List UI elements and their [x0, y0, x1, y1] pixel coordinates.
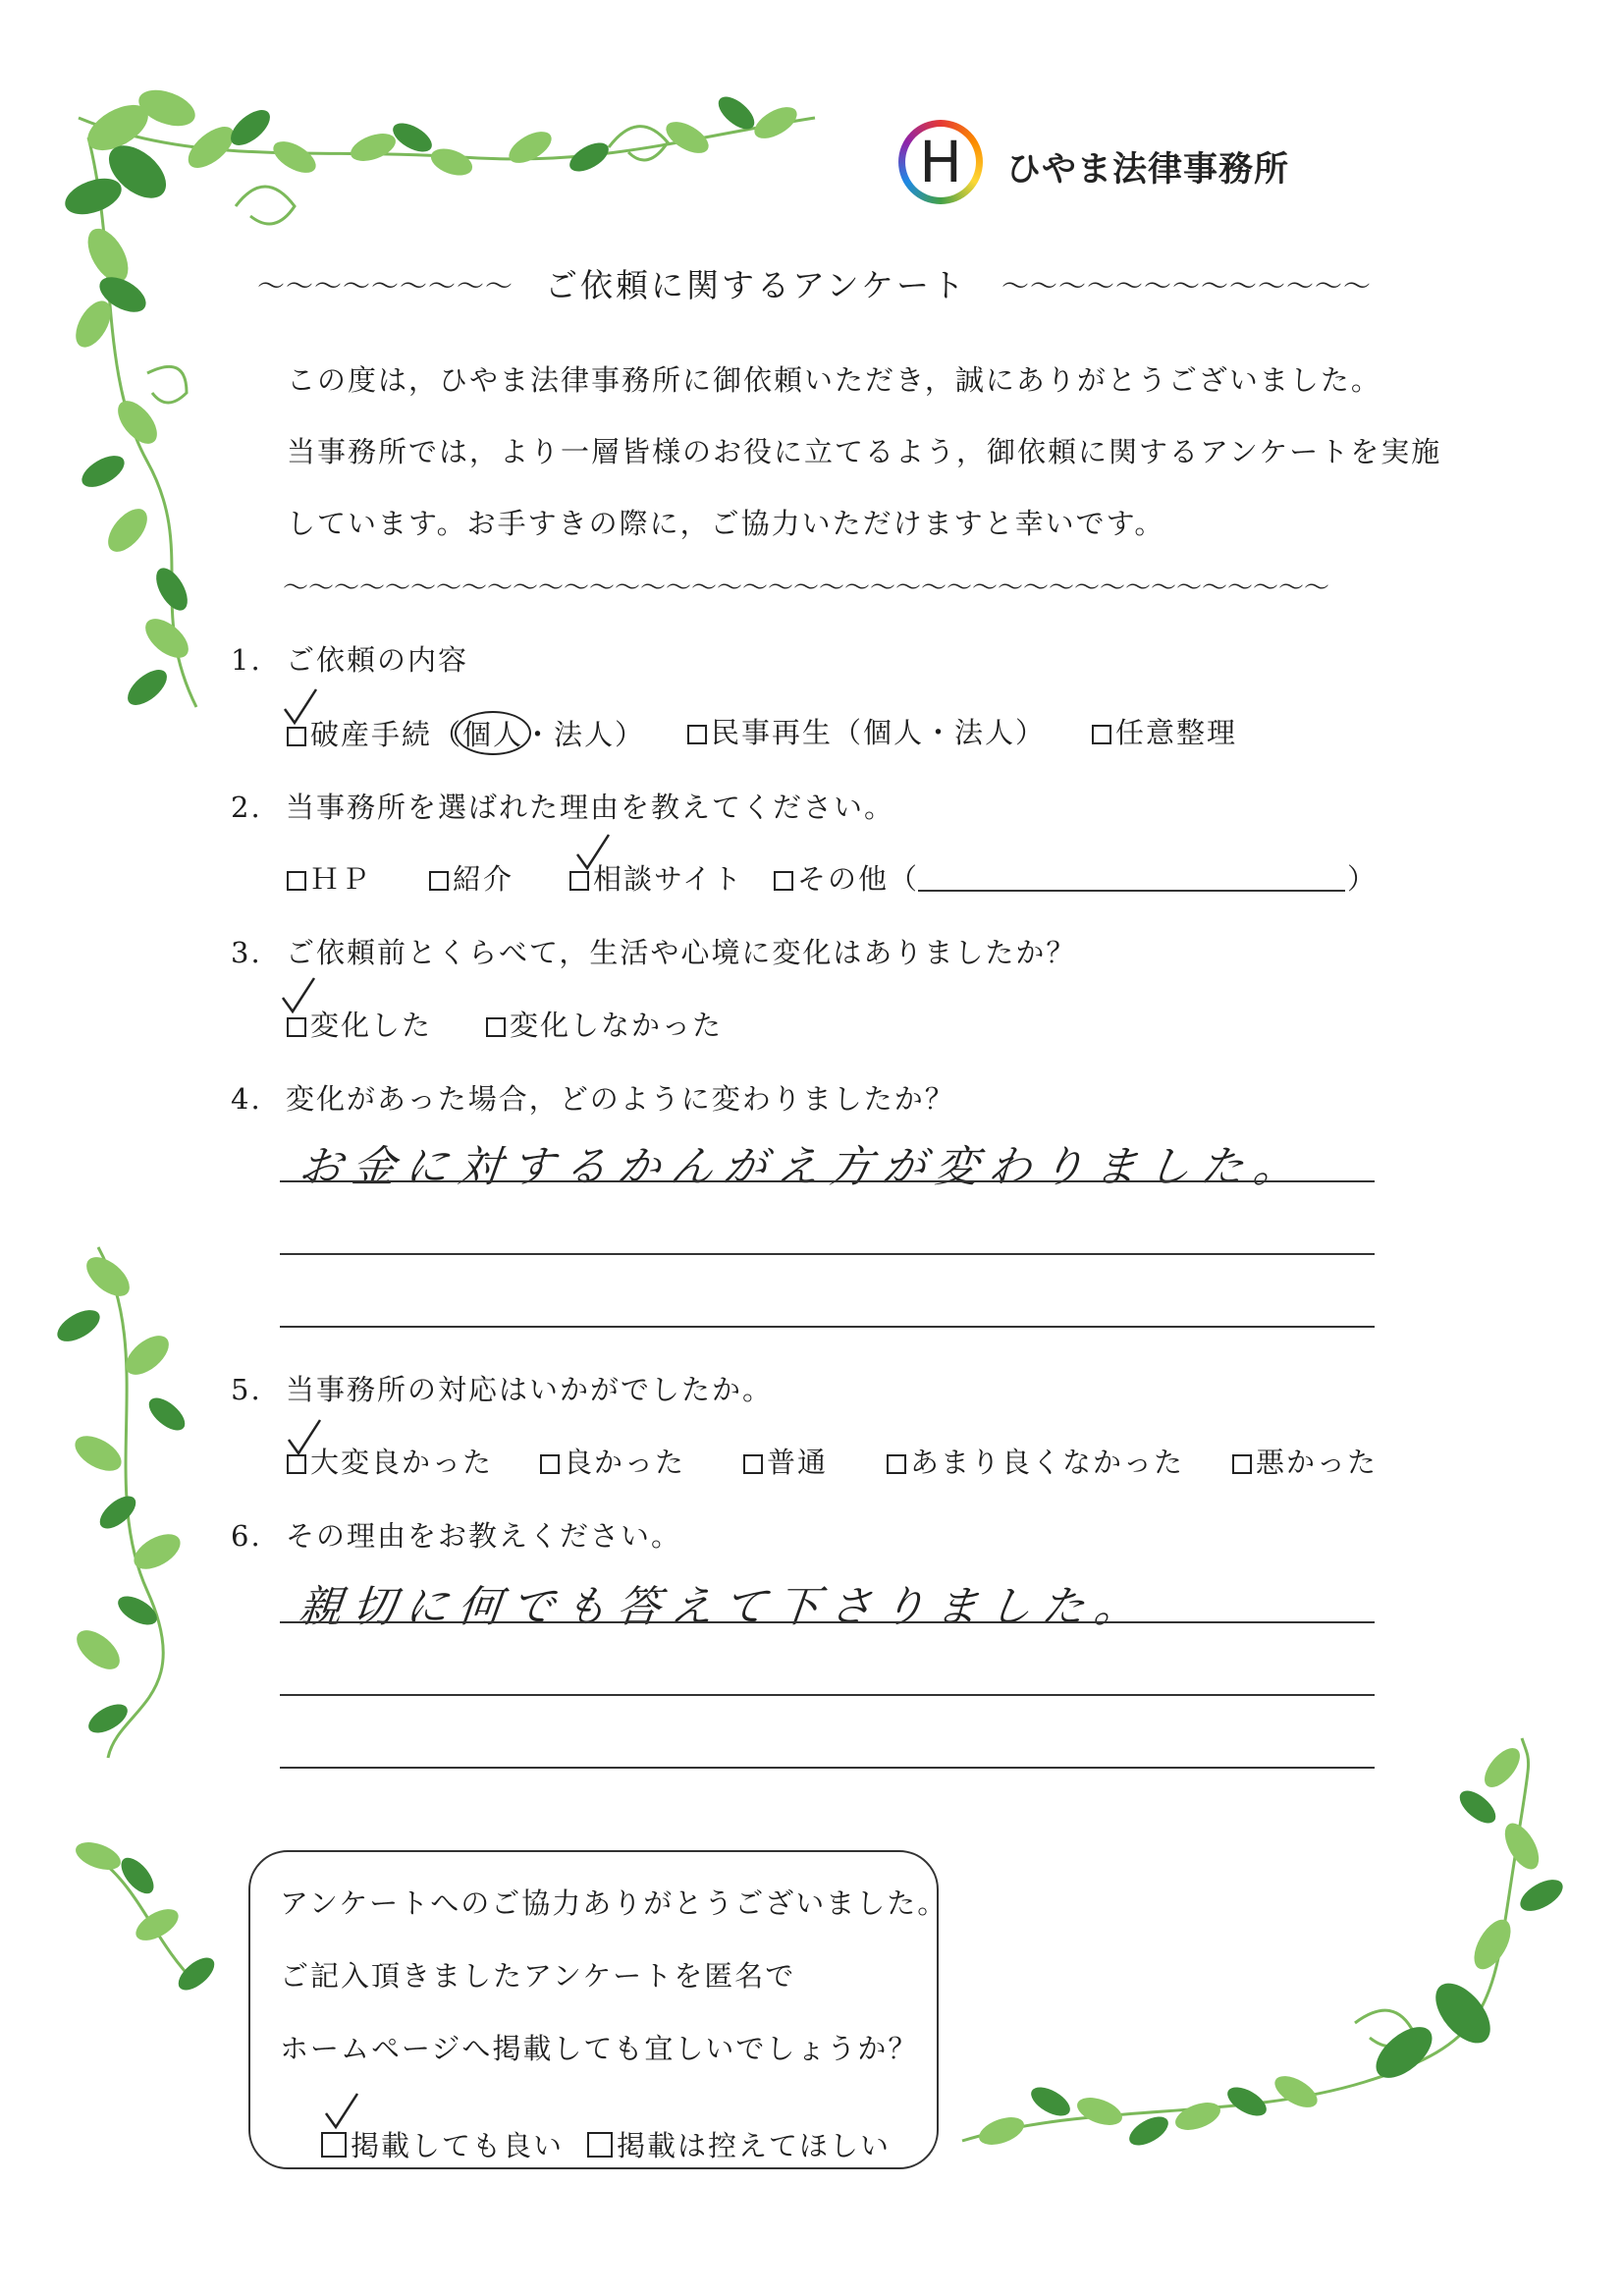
header-tilde-left: ～～～～～～～～～ [257, 270, 514, 302]
checkbox-hp[interactable] [287, 871, 306, 891]
q3-option-not-changed[interactable] [486, 1004, 723, 1044]
checkbox-bankruptcy[interactable] [287, 727, 306, 746]
q2-option-other-label: その他（ [797, 862, 920, 896]
q4-handwritten-answer: お金に対するかんがえ方が変わりました。 [296, 1142, 1310, 1192]
q5-option-not-so-good[interactable] [887, 1441, 1184, 1481]
q1-option-voluntary[interactable] [1092, 711, 1237, 751]
checkmark-icon-q1 [281, 687, 320, 727]
question-1 [231, 638, 468, 679]
q1-option-voluntary-label: 任意整理 [1115, 716, 1238, 749]
q5-option-bad-label: 悪かった [1256, 1446, 1379, 1479]
firm-logo-letter: H [919, 129, 962, 195]
vine-decoration-left-middle [39, 1237, 226, 1768]
q6-answer-line-1[interactable] [280, 1621, 1375, 1623]
firm-logo-icon [898, 120, 983, 204]
checkbox-consent-yes[interactable] [321, 2132, 347, 2158]
q5-option-bad[interactable] [1232, 1441, 1378, 1481]
q1-option-bankruptcy-circled: 個人 [455, 711, 531, 755]
header-tilde-right: ～～～～～～～～～～～～～ [1001, 270, 1373, 302]
question-2-text: 当事務所を選ばれた理由を教えてください。 [286, 791, 895, 824]
question-5-text: 当事務所の対応はいかがでしたか。 [286, 1373, 774, 1406]
q1-option-bankruptcy-pre: 破産手続（ [310, 718, 463, 751]
q4-answer-line-2[interactable] [280, 1253, 1375, 1255]
intro-line-2: 当事務所では，より一層皆様のお役に立てるよう，御依頼に関するアンケートを実施 [287, 435, 1442, 468]
question-4-text: 変化があった場合，どのように変わりましたか？ [286, 1082, 955, 1116]
q5-option-good[interactable] [540, 1441, 685, 1481]
question-5 [231, 1368, 773, 1408]
question-3-number: 3. [231, 936, 262, 969]
q2-option-other-close: ） [1347, 862, 1379, 896]
checkbox-average[interactable] [743, 1454, 763, 1474]
q6-answer-line-2[interactable] [280, 1694, 1375, 1696]
checkbox-consent-no[interactable] [587, 2132, 613, 2158]
q1-option-bankruptcy[interactable] [287, 711, 645, 755]
checkbox-consultation-site[interactable] [569, 871, 589, 891]
question-6 [231, 1514, 681, 1555]
consent-option-no-label: 掲載は控えてほしい [617, 2129, 892, 2162]
q5-option-average-label: 普通 [767, 1446, 829, 1479]
page-title: ご依頼に関するアンケート [545, 266, 968, 304]
consent-line-3: ホームページへ掲載しても宜しいでしょうか？ [280, 2032, 919, 2065]
checkbox-other[interactable] [774, 871, 793, 891]
q4-answer-line-1[interactable] [280, 1180, 1375, 1182]
intro-line-3: しています。お手すきの際に，ご協力いただけますと幸いです。 [287, 507, 1165, 540]
checkbox-changed[interactable] [287, 1017, 306, 1037]
checkbox-not-changed[interactable] [486, 1017, 506, 1037]
vine-decoration-bottom-right [943, 1728, 1571, 2170]
question-3 [231, 931, 1076, 971]
question-4-number: 4. [231, 1082, 262, 1116]
checkbox-not-so-good[interactable] [887, 1454, 906, 1474]
firm-name: ひやま法律事務所 [1006, 150, 1290, 190]
q2-option-referral[interactable] [429, 857, 514, 898]
q2-option-consultation-site-label: 相談サイト [593, 862, 743, 896]
question-1-text: ご依頼の内容 [286, 643, 469, 677]
checkmark-icon-q3 [279, 976, 318, 1015]
intro-line-1: この度は，ひやま法律事務所に御依頼いただき，誠にありがとうございました。 [287, 363, 1381, 397]
question-6-text: その理由をお教えください。 [286, 1519, 682, 1553]
checkbox-bad[interactable] [1232, 1454, 1252, 1474]
consent-line-2: ご記入頂きましたアンケートを匿名で [280, 1959, 796, 1993]
checkbox-voluntary[interactable] [1092, 725, 1111, 744]
question-2-number: 2. [231, 791, 262, 824]
q2-option-hp[interactable] [287, 857, 371, 898]
q1-option-civil-rehabilitation[interactable] [687, 711, 1046, 751]
checkmark-icon-consent [322, 2092, 361, 2131]
q5-option-not-so-good-label: あまり良くなかった [910, 1446, 1185, 1479]
question-4 [231, 1077, 955, 1118]
q5-option-good-label: 良かった [564, 1446, 686, 1479]
checkbox-very-good[interactable] [287, 1454, 306, 1474]
question-6-number: 6. [231, 1519, 262, 1553]
vine-decoration-left-lower [59, 1817, 226, 2003]
checkmark-icon-q2 [573, 833, 613, 872]
q2-other-input-line[interactable] [918, 890, 1345, 892]
question-3-text: ご依頼前とくらべて，生活や心境に変化はありましたか？ [286, 936, 1077, 969]
checkbox-referral[interactable] [429, 871, 449, 891]
q1-option-civil-rehabilitation-label: 民事再生（個人・法人） [711, 716, 1047, 749]
q4-answer-line-3[interactable] [280, 1326, 1375, 1328]
q3-option-changed-label: 変化した [310, 1009, 433, 1042]
intro-divider: ～～～～～～～～～～～～～～～～～～～～～～～～～～～～～～～～～～～～～～～～～ [283, 574, 1330, 603]
q2-option-other[interactable] [774, 857, 919, 898]
checkbox-civil-rehabilitation[interactable] [687, 725, 707, 744]
q3-option-not-changed-label: 変化しなかった [510, 1009, 724, 1042]
consent-line-1: アンケートへのご協力ありがとうございました。 [280, 1886, 948, 1920]
question-1-number: 1. [231, 643, 262, 677]
q5-option-very-good-label: 大変良かった [310, 1446, 494, 1479]
checkmark-icon-q5 [285, 1418, 324, 1457]
consent-option-yes-label: 掲載しても良い [351, 2129, 565, 2162]
consent-option-no[interactable] [587, 2124, 891, 2164]
question-2 [231, 786, 894, 826]
q6-handwritten-answer: 親切に何でも答えて下さりました。 [296, 1582, 1151, 1632]
q6-answer-line-3[interactable] [280, 1767, 1375, 1769]
q2-option-hp-label: ＨＰ [310, 862, 372, 896]
question-5-number: 5. [231, 1373, 262, 1406]
checkbox-good[interactable] [540, 1454, 560, 1474]
q1-option-bankruptcy-post: ・法人） [523, 718, 646, 751]
q5-option-average[interactable] [743, 1441, 828, 1481]
q2-option-referral-label: 紹介 [453, 862, 514, 896]
